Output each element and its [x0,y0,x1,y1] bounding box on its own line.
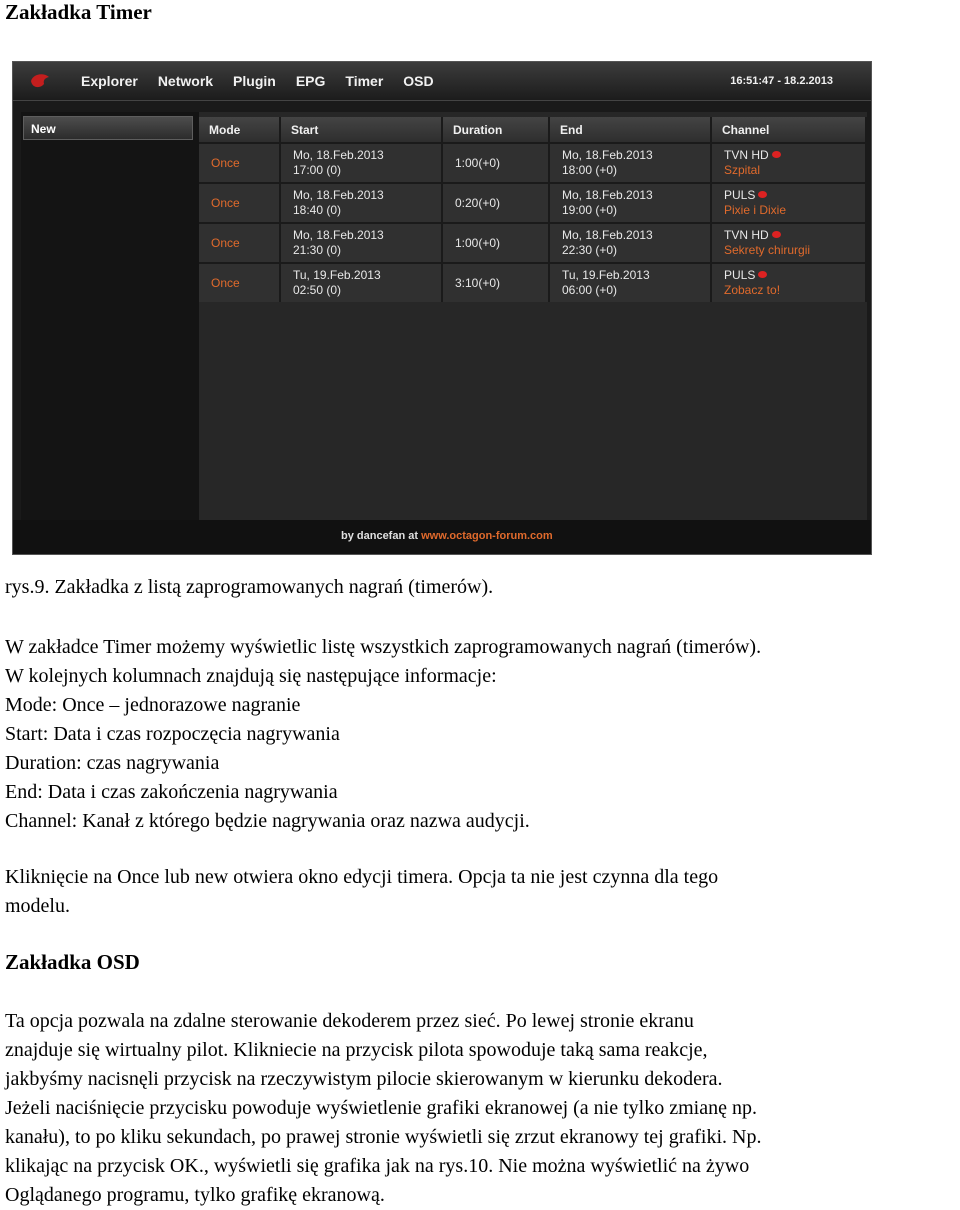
logo-icon [29,72,51,90]
channel-name: PULS [724,268,756,282]
channel-name: TVN HD [724,148,769,162]
paragraph-line: kanału), to po kliku sekundach, po prawej stronie wyświetli się zrzut ekranowy tej grafiki. Np. [5,1126,762,1148]
new-timer-button[interactable]: New [23,116,193,140]
paragraph-line: Kliknięcie na Once lub new otwiera okno edycji timera. Opcja ta nie jest czynna dla tego [5,866,719,888]
top-bar [13,62,871,101]
nav-osd[interactable]: OSD [403,73,434,89]
paragraph-line: W zakładce Timer możemy wyświetlic listę wszystkich zaprogramowanych nagrań (timerów). [5,636,762,658]
nav-timer[interactable]: Timer [345,73,384,89]
paragraph-line: klikając na przycisk OK., wyświetli się grafika jak na rys.10. Nie można wyświetlić na żywo [5,1155,750,1177]
start-time: 18:40 (0) [293,203,342,217]
mode-link[interactable]: Once [211,235,240,250]
start-date: Mo, 18.Feb.2013 [293,188,384,202]
col-duration: Duration [442,117,549,143]
record-icon [772,231,781,238]
section-heading-timer: Zakładka Timer [5,0,152,24]
forum-link[interactable]: www.octagon-forum.com [421,530,553,542]
main-nav [71,62,444,100]
nav-plugin[interactable]: Plugin [233,73,276,89]
osd-description [5,1007,761,1210]
end-time: 18:00 (+0) [562,163,618,177]
screenshot-footer [13,520,871,554]
start-time: 17:00 (0) [293,163,342,177]
paragraph-line: Ta opcja pozwala na zdalne sterowanie dekoderem przez sieć. Po lewej stronie ekranu [5,1010,694,1032]
paragraph-line: modelu. [5,895,70,917]
channel-name: PULS [724,188,756,202]
timer-note [5,863,718,921]
clock: 16:51:47 - 18.2.2013 [730,75,833,87]
program-name: Pixie i Dixie [724,203,787,217]
end-time: 19:00 (+0) [562,203,618,217]
program-name: Sekrety chirurgii [724,243,811,257]
paragraph-line: Duration: czas nagrywania [5,752,220,774]
paragraph-line: Channel: Kanał z którego będzie nagrywania oraz nazwa audycji. [5,810,530,832]
timer-table [199,117,867,302]
record-icon [758,191,767,198]
timer-description [5,633,761,836]
channel-name: TVN HD [724,228,769,242]
paragraph-line: Mode: Once – jednorazowe nagranie [5,694,301,716]
duration: 1:00(+0) [455,235,501,250]
paragraph-line: W kolejnych kolumnach znajdują się następujące informacje: [5,665,497,687]
col-start: Start [280,117,442,143]
paragraph-line: znajduje się wirtualny pilot. Klikniecie na przycisk pilota spowoduje taką sama reakcje, [5,1039,708,1061]
end-date: Mo, 18.Feb.2013 [562,188,653,202]
end-time: 22:30 (+0) [562,243,618,257]
nav-explorer[interactable]: Explorer [81,73,138,89]
duration: 0:20(+0) [455,195,501,210]
nav-network[interactable]: Network [157,73,214,89]
nav-epg[interactable]: EPG [295,73,326,89]
start-date: Tu, 19.Feb.2013 [293,268,381,282]
start-time: 02:50 (0) [293,283,342,297]
mode-link[interactable]: Once [211,275,240,290]
start-date: Mo, 18.Feb.2013 [293,228,384,242]
duration: 3:10(+0) [455,275,501,290]
program-name: Szpital [724,163,761,177]
table-row [199,143,866,183]
table-row [199,223,866,263]
end-date: Mo, 18.Feb.2013 [562,228,653,242]
paragraph-line: Jeżeli naciśnięcie przycisku powoduje wyświetlenie grafiki ekranowej (a nie tylko zmianę np. [5,1097,757,1119]
col-mode: Mode [199,117,280,143]
end-date: Tu, 19.Feb.2013 [562,268,650,282]
table-row [199,183,866,223]
paragraph-line: jakbyśmy nacisnęli przycisk na rzeczywistym pilocie skierowanym w kierunku dekodera. [5,1068,723,1090]
end-time: 06:00 (+0) [562,283,618,297]
col-channel: Channel [711,117,866,143]
col-end: End [549,117,711,143]
figure-caption: rys.9. Zakładka z listą zaprogramowanych nagrań (timerów). [5,576,494,598]
start-time: 21:30 (0) [293,243,342,257]
paragraph-line: End: Data i czas zakończenia nagrywania [5,781,338,803]
program-name: Zobacz to! [724,283,781,297]
section-heading-osd: Zakładka OSD [5,950,140,974]
mode-link[interactable]: Once [211,155,240,170]
paragraph-line: Start: Data i czas rozpoczęcia nagrywania [5,723,340,745]
end-date: Mo, 18.Feb.2013 [562,148,653,162]
timer-screenshot [12,61,872,555]
start-date: Mo, 18.Feb.2013 [293,148,384,162]
paragraph-line: Oglądanego programu, tylko grafikę ekranową. [5,1184,385,1206]
timer-table-area [199,112,867,522]
credit-text: by dancefan at www.octagon-forum.com [341,530,553,542]
mode-link[interactable]: Once [211,195,240,210]
record-icon [772,151,781,158]
record-icon [758,271,767,278]
duration: 1:00(+0) [455,155,501,170]
table-row [199,263,866,302]
table-header-row [199,117,866,143]
left-pane [21,112,199,552]
